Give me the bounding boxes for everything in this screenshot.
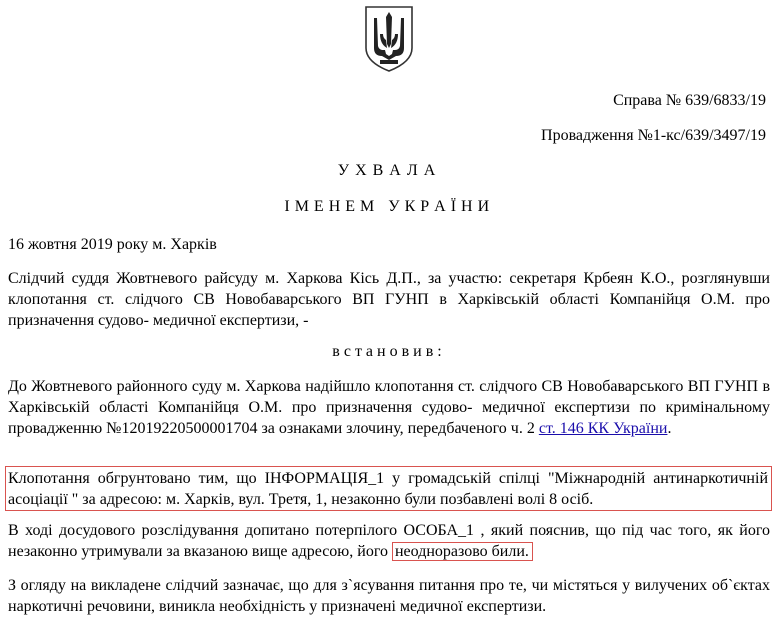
paragraph-petition-text: До Жовтневого районного суду м. Харкова надійшло клопотання ст. слідчого СВ Новобаварського ВП ГУНП в Харківській області Компанійця О.М. про призначення судово- медичної експертизи по кримінальному провадженню №12019220500001704 за ознаками злочину, передбаченого ч. 2	[8, 378, 770, 437]
intro-paragraph: Слідчий суддя Жовтневого райсуду м. Харкова Кісь Д.П., за участю: секретаря Крбеян К.О., розглянувши клопотання ст. слідчого СВ Новобаварського ВП ГУНП в Харківській області Компанійця О.М. про призначення судово- медичної експертизи, -	[8, 270, 770, 329]
paragraph-interrogation	[8, 520, 770, 562]
law-article-link[interactable]: ст. 146 КК України	[538, 420, 668, 437]
trident-emblem-icon	[362, 4, 416, 74]
established-heading: в с т а н о в и в :	[332, 343, 442, 360]
paragraph-grounds: Клопотання обгрунтовано тим, що ІНФОРМАЦІЯ_1 у громадській спілці "Міжнародній антинаркотичній асоціації " за адресою: м. Харків, вул. Третя, 1, незаконно були позбавлені волі 8 осіб.	[8, 470, 768, 508]
highlighted-phrase: неодноразово били.	[392, 542, 533, 561]
case-number: Справа № 639/6833/19	[613, 92, 766, 109]
date-line: 16 жовтня 2019 року м. Харків	[8, 236, 217, 253]
paragraph-petition	[8, 376, 770, 439]
proceeding-number: Провадження №1-кс/639/3497/19	[541, 127, 766, 144]
paragraph-conclusion: З огляду на викладене слідчий зазначає, що для з`ясування питання про те, чи містяться у вилучених об`єктах наркотичні речовини, виникла необхідність у призначені медичної експертизи.	[8, 577, 770, 615]
document-title: У Х В А Л А	[337, 162, 437, 179]
paragraph-petition-end: .	[667, 420, 672, 437]
document-subtitle: І М Е Н Е М У К Р А Ї Н И	[284, 198, 490, 215]
paragraph-interrogation-text: В ході досудового розслідування допитано потерпілого ОСОБА_1 , який пояснив, що під час того, як його незаконно утримували за вказаною вище адресою, його	[8, 522, 770, 560]
